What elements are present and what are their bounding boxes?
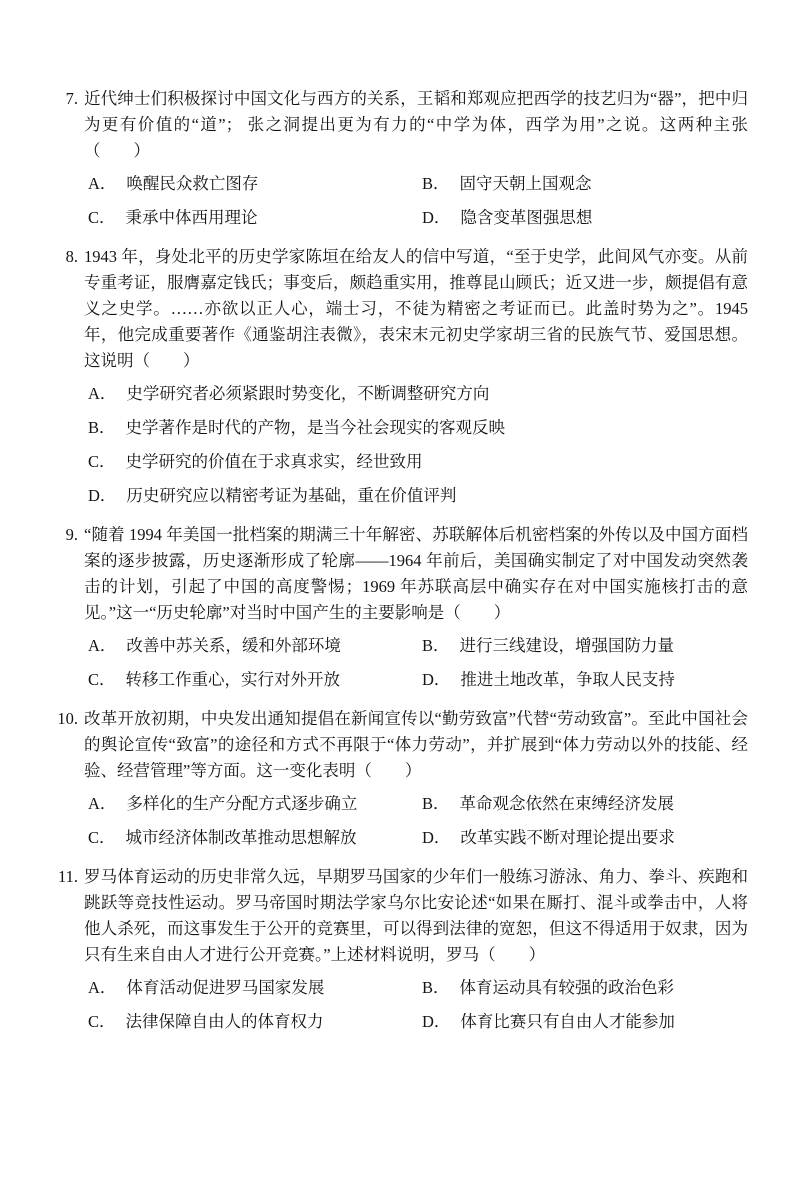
option	[422, 633, 748, 659]
option-text: 法律保障自由人的体育权力	[125, 1012, 324, 1031]
option-text: 固守天朝上国观念	[459, 174, 592, 193]
option-label: A．	[88, 794, 117, 813]
question-number: 9.	[65, 525, 78, 544]
option	[88, 381, 748, 407]
option-text: 史学研究者必须紧跟时势变化，不断调整研究方向	[126, 384, 490, 403]
question-stem: 改革开放初期，中央发出通知提倡在新闻宣传以“勤劳致富”代替“劳动致富”。至此中国社会的舆论宣传“致富”的途径和方式不再限于“体力劳动”，并扩展到“体力劳动以外的技能、经验、经营管理”等方面。这一变化表明（ ）	[84, 709, 748, 780]
option-label: D．	[422, 828, 451, 847]
option-text: 体育比赛只有自由人才能参加	[460, 1012, 675, 1031]
option-label: A．	[88, 384, 117, 403]
option-label: D．	[422, 1012, 451, 1031]
option-text: 体育运动具有较强的政治色彩	[459, 978, 675, 997]
option	[88, 415, 748, 441]
option-label: C．	[88, 828, 116, 847]
option-label: B．	[88, 418, 116, 437]
question-stem: 罗马体育运动的历史非常久远，早期罗马国家的少年们一般练习游泳、角力、拳斗、疾跑和跳跃等竞技性运动。罗马帝国时期法学家乌尔比安论述“如果在厮打、混斗或拳击中，人将他人杀死，而这事发生于公开的竞赛里，可以得到法律的宽恕，但这不得适用于奴隶，因为只有生来自由人才进行公开竞赛。”上述材料说明，罗马（ ）	[84, 867, 748, 964]
question-stem-row	[48, 244, 748, 374]
option	[88, 483, 748, 509]
question-list	[48, 86, 748, 1035]
question-number: 7.	[65, 89, 78, 108]
option-text: 改善中苏关系，缓和外部环境	[126, 636, 341, 655]
question	[48, 522, 748, 693]
option-label: B．	[422, 794, 450, 813]
question-stem-row	[48, 86, 748, 164]
option	[422, 1009, 748, 1035]
option-text: 唤醒民众救亡图存	[126, 174, 259, 193]
option	[422, 825, 748, 851]
question-stem-row	[48, 522, 748, 626]
question-stem: 1943 年，身处北平的历史学家陈垣在给友人的信中写道，“至于史学，此间风气亦变。从前专重考证，服膺嘉定钱氏；事变后，颇趋重实用，推尊昆山顾氏；近又进一步，颇提倡有意义之史学。……亦欲以正人心，端士习，不徒为精密之考证而已。此盖时势为之”。1945 年，他完成重要著作《通鉴胡注表微》，表宋末元初史学家胡三省的民族气节、爱国思想。这说明（ ）	[84, 247, 748, 370]
option-text: 转移工作重心，实行对外开放	[125, 670, 341, 689]
option-label: B．	[422, 636, 450, 655]
question-stem: 近代绅士们积极探讨中国文化与西方的关系，王韬和郑观应把西学的技艺归为“器”，把中归为更有价值的“道”； 张之洞提出更为有力的“中学为体，西学为用”之说。这两种主张（ ）	[84, 89, 748, 160]
question	[48, 864, 748, 1035]
option-label: D．	[422, 670, 451, 689]
option-list	[88, 633, 748, 693]
option-list	[88, 381, 748, 509]
option-list	[88, 975, 748, 1035]
option-text: 史学研究的价值在于求真求实，经世致用	[125, 452, 423, 471]
option-text: 城市经济体制改革推动思想解放	[125, 828, 357, 847]
option-label: D．	[88, 486, 117, 505]
option-label: A．	[88, 636, 117, 655]
option-text: 史学著作是时代的产物，是当今社会现实的客观反映	[125, 418, 506, 437]
option	[88, 667, 414, 693]
option-label: D．	[422, 208, 451, 227]
option-label: C．	[88, 208, 116, 227]
question-stem-row	[48, 706, 748, 784]
option-text: 秉承中体西用理论	[125, 208, 258, 227]
option-label: B．	[422, 978, 450, 997]
option-text: 革命观念依然在束缚经济发展	[459, 794, 675, 813]
option-label: A．	[88, 174, 117, 193]
option-text: 改革实践不断对理论提出要求	[460, 828, 675, 847]
option	[88, 633, 414, 659]
question-number: 11.	[57, 867, 78, 886]
option	[88, 1009, 414, 1035]
question	[48, 244, 748, 509]
question-stem-row	[48, 864, 748, 968]
question-stem: “随着 1994 年美国一批档案的期满三十年解密、苏联解体后机密档案的外传以及中国方面档案的逐步披露，历史逐渐形成了轮廓——1964 年前后，美国确实制定了对中国发动突然袭击的计划，引起了中国的高度警惕；1969 年苏联高层中确实存在对中国实施核打击的意见。”这一“历史轮廓”对当时中国产生的主要影响是（ ）	[84, 525, 748, 622]
option	[422, 205, 748, 231]
question	[48, 86, 748, 231]
option-text: 进行三线建设，增强国防力量	[459, 636, 675, 655]
option	[88, 825, 414, 851]
option-text: 历史研究应以精密考证为基础，重在价值评判	[126, 486, 457, 505]
question-number: 8.	[65, 247, 78, 266]
option-label: B．	[422, 174, 450, 193]
option-list	[88, 171, 748, 231]
question-number: 10.	[57, 709, 78, 728]
option-text: 推进土地改革，争取人民支持	[460, 670, 675, 689]
option-label: C．	[88, 670, 116, 689]
option	[422, 791, 748, 817]
option-label: C．	[88, 1012, 116, 1031]
option	[422, 975, 748, 1001]
option	[422, 171, 748, 197]
option	[422, 667, 748, 693]
option-label: C．	[88, 452, 116, 471]
option	[88, 791, 414, 817]
option-text: 隐含变革图强思想	[460, 208, 593, 227]
option-label: A．	[88, 978, 117, 997]
option-text: 体育活动促进罗马国家发展	[126, 978, 325, 997]
option	[88, 171, 414, 197]
question	[48, 706, 748, 851]
option	[88, 449, 748, 475]
option-text: 多样化的生产分配方式逐步确立	[126, 794, 358, 813]
option	[88, 975, 414, 1001]
option	[88, 205, 414, 231]
option-list	[88, 791, 748, 851]
